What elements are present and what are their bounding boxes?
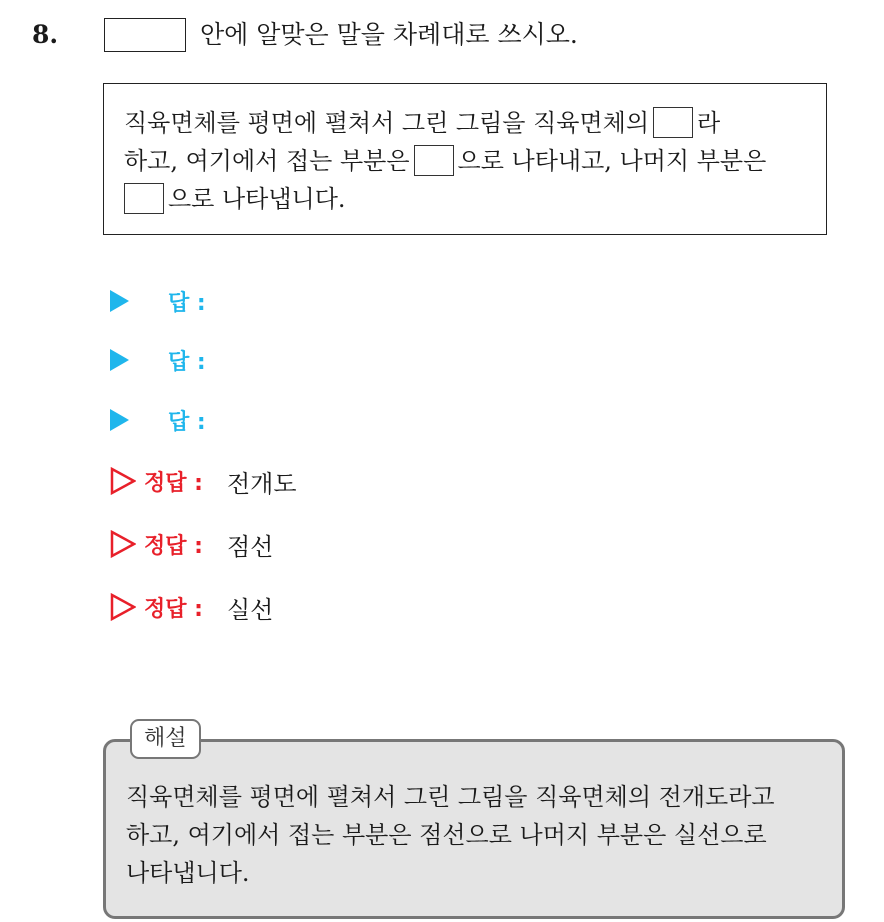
explanation-title: 해설 [130, 719, 201, 759]
answer-row [110, 345, 206, 375]
answer-key-label: 정답 : [144, 533, 203, 559]
explanation-line-2: 하고, 여기에서 접는 부분은 점선으로 나머지 부분은 실선으로 [126, 821, 767, 849]
passage-blank-3 [124, 183, 164, 214]
explanation-line-3: 나타냅니다. [126, 859, 250, 887]
answer-key-row [110, 591, 273, 623]
answer-row [110, 405, 206, 435]
answer-key-label: 정답 : [144, 596, 203, 622]
answer-row [110, 286, 206, 316]
outline-triangle-icon [110, 530, 136, 558]
outline-triangle-icon [110, 467, 136, 495]
play-triangle-icon [110, 349, 129, 371]
answer-key-row [110, 528, 273, 560]
answer-key-value: 점선 [226, 532, 274, 561]
passage-text-5: 으로 나타냅니다. [168, 185, 346, 213]
answer-key-label: 정답 : [144, 470, 203, 496]
passage-box [103, 83, 827, 235]
question-number: 8. [32, 20, 59, 49]
explanation-line-1: 직육면체를 평면에 펼쳐서 그린 그림을 직육면체의 전개도라고 [126, 783, 775, 811]
answer-key-value: 실선 [226, 595, 274, 624]
answer-label: 답 : [168, 349, 206, 375]
passage-text-3: 하고, 여기에서 접는 부분은 [124, 147, 410, 175]
passage-text-1: 직육면체를 평면에 펼쳐서 그린 그림을 직육면체의 [124, 109, 650, 137]
play-triangle-icon [110, 290, 129, 312]
outline-triangle-icon [110, 593, 136, 621]
passage-blank-1 [653, 107, 693, 138]
explanation-box [103, 739, 845, 919]
answer-label: 답 : [168, 290, 206, 316]
passage-text-2: 라 [697, 109, 721, 137]
answer-key-row [110, 465, 297, 497]
answer-label: 답 : [168, 409, 206, 435]
answer-key-value: 전개도 [226, 469, 297, 498]
play-triangle-icon [110, 409, 129, 431]
question-instruction: 안에 알맞은 말을 차례대로 쓰시오. [200, 20, 578, 49]
passage-text-4: 으로 나타내고, 나머지 부분은 [457, 147, 767, 175]
answer-blank-box [104, 18, 186, 52]
passage-blank-2 [414, 145, 454, 176]
